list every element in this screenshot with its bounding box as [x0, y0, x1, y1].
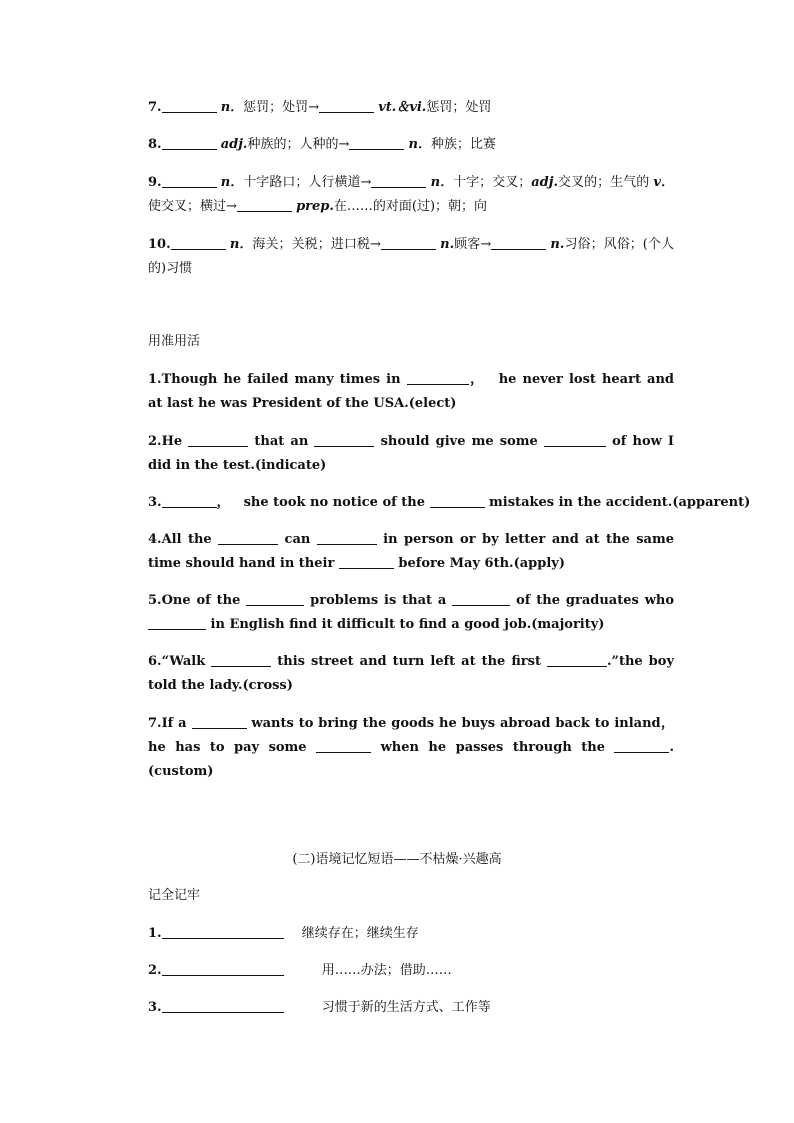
part-of-speech: n.	[440, 237, 455, 252]
sentence-text: .”the boy told the lady.(cross)	[148, 654, 674, 693]
sentence-text: this street and turn left at the first	[277, 654, 541, 669]
arrow-icon: →	[480, 237, 492, 252]
phrase-item-3	[148, 996, 674, 1020]
part-of-speech: n．	[220, 100, 244, 115]
answer-blank[interactable]	[319, 98, 374, 113]
sentence-text: before May 6th.(apply)	[398, 556, 565, 571]
phrase-definition: 用……办法；借助……	[321, 963, 452, 978]
sentence-text: ，	[468, 372, 485, 387]
answer-blank[interactable]	[339, 554, 394, 569]
item-number: 9.	[148, 175, 162, 190]
sentence-text: should give me some	[380, 434, 538, 449]
sentence-text: 2.He	[148, 434, 183, 449]
answer-blank[interactable]	[162, 98, 217, 113]
usage-sentence-1	[148, 368, 674, 416]
vocab-item-10	[148, 233, 674, 281]
arrow-icon: →	[226, 199, 237, 214]
answer-blank[interactable]	[317, 530, 377, 545]
item-number: 2.	[148, 963, 162, 978]
answer-blank[interactable]	[547, 652, 607, 667]
part-of-speech: n．	[408, 137, 431, 152]
part-of-speech: adj.	[531, 175, 558, 190]
definition: 惩罚；处罚	[426, 100, 492, 115]
answer-blank[interactable]	[314, 432, 374, 447]
definition: 顾客	[454, 237, 481, 252]
answer-blank[interactable]	[237, 197, 292, 212]
answer-blank[interactable]	[162, 998, 284, 1013]
answer-blank[interactable]	[430, 493, 485, 508]
vocab-item-8	[148, 133, 674, 157]
sentence-text: 6.“Walk	[148, 654, 206, 669]
definition: 交叉的；生气的	[558, 175, 650, 190]
definition: 在……的对面(过)；朝；向	[333, 199, 488, 214]
definition: 十字路口；人行横道	[243, 175, 361, 190]
usage-sentence-4	[148, 528, 674, 576]
answer-blank[interactable]	[349, 135, 404, 150]
sentence-text: mistakes in the accident.(apparent)	[489, 495, 751, 510]
answer-blank[interactable]	[316, 738, 371, 753]
sentence-text: 4.All the	[148, 532, 212, 547]
usage-heading: 用准用活	[148, 334, 201, 349]
definition: 使交叉；横过	[148, 199, 227, 214]
answer-blank[interactable]	[544, 432, 606, 447]
answer-blank[interactable]	[162, 961, 284, 976]
definition: 十字；交叉；	[453, 175, 532, 190]
answer-blank[interactable]	[162, 173, 217, 188]
answer-blank[interactable]	[246, 591, 304, 606]
definition: 习俗；风俗；(个人的)习惯	[148, 237, 674, 276]
part-of-speech: n．	[430, 175, 454, 190]
definition: 海关；关税；进口税	[252, 237, 371, 252]
arrow-icon: →	[308, 100, 320, 115]
definition: 惩罚；处罚	[243, 100, 309, 115]
phrase-definition: 继续存在；继续生存	[301, 926, 419, 941]
part-of-speech: n．	[229, 237, 253, 252]
arrow-icon: →	[360, 175, 372, 190]
sentence-text: wants to bring the goods he buys abroad back to inland，he has to pay some	[148, 716, 675, 755]
item-number: 7.	[148, 100, 162, 115]
sentence-text: 7.If a	[148, 716, 187, 731]
part-of-speech: adj.	[220, 137, 248, 152]
answer-blank[interactable]	[162, 135, 217, 150]
usage-sentence-7	[148, 712, 674, 784]
answer-blank[interactable]	[371, 173, 426, 188]
sentence-text: 3.	[148, 495, 162, 510]
vocab-item-7	[148, 96, 674, 120]
answer-blank[interactable]	[188, 432, 248, 447]
sentence-text: 5.One of the	[148, 593, 241, 608]
sentence-text: in English find it difficult to find a good job.(majority)	[210, 617, 605, 632]
arrow-icon: →	[338, 137, 350, 152]
arrow-icon: →	[370, 237, 381, 252]
usage-sentence-3	[148, 491, 751, 515]
item-number: 10.	[148, 237, 171, 252]
part-of-speech: n．	[220, 175, 244, 190]
sentence-text: ，	[216, 495, 230, 510]
usage-sentence-6	[148, 650, 674, 698]
phrase-item-1	[148, 922, 674, 946]
part-of-speech: prep.	[296, 199, 334, 214]
part-of-speech: vt.＆vi.	[378, 100, 427, 115]
part-of-speech: n.	[550, 237, 565, 252]
sentence-text: problems is that a	[310, 593, 447, 608]
definition: 种族；比赛	[430, 137, 496, 152]
sentence-text: she took no notice of the	[243, 495, 425, 510]
item-number: 1.	[148, 926, 162, 941]
sentence-text: can	[284, 532, 311, 547]
sentence-text: he never lost heart and at last he was President of the USA.(elect)	[148, 372, 674, 411]
answer-blank[interactable]	[192, 714, 247, 729]
answer-blank[interactable]	[381, 235, 436, 250]
answer-blank[interactable]	[491, 235, 546, 250]
sentence-text: in person or by letter and at the same time should hand in their	[148, 532, 674, 571]
sentence-text: .(custom)	[148, 740, 675, 779]
answer-blank[interactable]	[148, 615, 206, 630]
sentence-text: of how I did in the test.(indicate)	[148, 434, 675, 473]
answer-blank[interactable]	[211, 652, 271, 667]
answer-blank[interactable]	[614, 738, 669, 753]
sentence-text: when he passes through the	[380, 740, 605, 755]
definition: 种族的；人种的	[247, 137, 339, 152]
phrases-heading: 记全记牢	[148, 888, 201, 903]
answer-blank[interactable]	[407, 370, 469, 385]
section-title: (二)语境记忆短语——不枯燥·兴趣高	[292, 852, 502, 867]
part-of-speech: v．	[653, 175, 674, 190]
answer-blank[interactable]	[218, 530, 278, 545]
item-number: 3.	[148, 1000, 162, 1015]
usage-sentence-5	[148, 589, 674, 637]
sentence-text: 1.Though he failed many times in	[148, 372, 401, 387]
answer-blank[interactable]	[162, 493, 217, 508]
sentence-text: of the graduates who	[516, 593, 675, 608]
answer-blank[interactable]	[171, 235, 226, 250]
usage-sentence-2	[148, 430, 674, 478]
phrase-item-2	[148, 959, 674, 983]
sentence-text: that an	[254, 434, 309, 449]
vocab-item-9	[148, 171, 674, 219]
answer-blank[interactable]	[452, 591, 510, 606]
phrase-definition: 习惯于新的生活方式、工作等	[321, 1000, 491, 1015]
answer-blank[interactable]	[162, 924, 284, 939]
item-number: 8.	[148, 137, 162, 152]
